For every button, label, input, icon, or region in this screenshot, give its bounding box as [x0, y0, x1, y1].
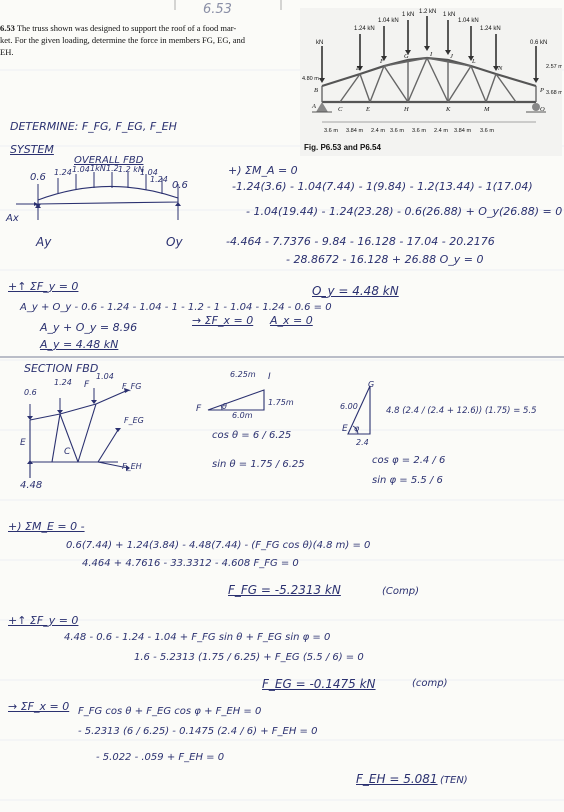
- tri2-base: 2.4: [356, 438, 369, 447]
- feh-note: (TEN): [440, 775, 468, 786]
- svg-text:1 kN: 1 kN: [443, 12, 456, 18]
- svg-text:4.80 m: 4.80 m: [302, 76, 319, 82]
- fx2-title: → ΣF_x = 0: [8, 700, 70, 713]
- svg-text:L: L: [472, 58, 476, 65]
- fx2-line-1: F_FG cos θ + F_EG cos φ + F_EH = 0: [78, 706, 262, 717]
- svg-text:0.6 kN: 0.6 kN: [530, 40, 548, 46]
- tri1-theta: θ: [222, 402, 227, 411]
- moment-line-3: -4.464 - 7.7376 - 9.84 - 16.128 - 17.04 - 20.2176: [226, 235, 495, 248]
- svg-text:1.04 kN: 1.04 kN: [378, 18, 399, 24]
- truss-drawing: [300, 8, 562, 156]
- svg-text:G: G: [404, 53, 409, 60]
- sec-label-feh: F_EH: [122, 462, 142, 471]
- svg-text:K: K: [446, 106, 451, 113]
- sec-load-2: 1.04: [96, 372, 114, 381]
- tri1-f: F: [196, 404, 202, 414]
- sin-theta: sin θ = 1.75 / 6.25: [212, 459, 305, 470]
- svg-text:N: N: [498, 65, 503, 72]
- figure-caption: Fig. P6.53 and P6.54: [304, 143, 381, 152]
- moment-title: +) ΣM_A = 0: [228, 164, 298, 177]
- fx2-line-2: - 5.2313 (6 / 6.25) - 0.1475 (2.4 / 6) + F_EH = 0: [78, 726, 318, 737]
- svg-text:3.84 m: 3.84 m: [454, 128, 472, 134]
- fy-line-2: A_y + O_y = 8.96: [40, 321, 138, 334]
- me-line-1: 0.6(7.44) + 1.24(3.84) - 4.48(7.44) - (F_FG cos θ)(4.8 m) = 0: [66, 540, 371, 551]
- feh-result: F_EH = 5.081: [356, 772, 438, 786]
- svg-text:P: P: [540, 87, 544, 94]
- svg-text:D: D: [356, 65, 361, 72]
- sec-label-f: F: [84, 380, 90, 390]
- feg-note: (comp): [412, 678, 448, 689]
- fy2-title: +↑ ΣF_y = 0: [8, 614, 79, 627]
- svg-text:B: B: [314, 87, 318, 94]
- tri2-phi: φ: [354, 424, 360, 433]
- svg-text:kN: kN: [316, 40, 324, 46]
- fbd-load-7: 1.24: [150, 175, 168, 184]
- svg-text:1.2 kN: 1.2 kN: [419, 9, 437, 15]
- svg-text:E: E: [366, 106, 370, 113]
- fx2-line-3: - 5.022 - .059 + F_EH = 0: [96, 752, 225, 763]
- svg-text:A: A: [312, 103, 316, 110]
- oy-label: Oy: [166, 235, 183, 249]
- page-tag: 6.53: [203, 2, 232, 17]
- determine-line: DETERMINE: F_FG, F_EG, F_EH: [10, 120, 177, 133]
- problem-number: 6.53: [0, 23, 15, 33]
- svg-text:M: M: [484, 106, 490, 113]
- truss-figure: [300, 8, 562, 156]
- svg-text:2.4 m: 2.4 m: [434, 128, 448, 134]
- ffg-note: (Comp): [382, 586, 419, 597]
- tri2-e: E: [342, 424, 348, 434]
- svg-text:2.4 m: 2.4 m: [371, 128, 385, 134]
- cos-phi: cos φ = 2.4 / 6: [372, 455, 446, 466]
- tri1-i: I: [268, 372, 271, 382]
- fbd-load-6: 1.04: [140, 168, 158, 177]
- sec-label-reaction: 4.48: [20, 480, 43, 491]
- svg-text:3.6 m: 3.6 m: [324, 128, 338, 134]
- cos-theta: cos θ = 6 / 6.25: [212, 430, 292, 441]
- me-title: +) ΣM_E = 0 -: [8, 520, 85, 533]
- svg-text:3.68 m: 3.68 m: [546, 90, 562, 96]
- svg-text:1.04 kN: 1.04 kN: [458, 18, 479, 24]
- tri2-side: 6.00: [340, 402, 358, 411]
- ay-label: Ay: [36, 235, 52, 249]
- svg-text:H: H: [404, 106, 409, 113]
- svg-text:1 kN: 1 kN: [402, 12, 415, 18]
- fbd-load-8: 0.6: [172, 180, 188, 191]
- problem-line-1: The truss shown was designed to support the roof of a food mar-: [16, 23, 237, 33]
- sec-label-feg: F_EG: [124, 416, 144, 425]
- fy-title: +↑ ΣF_y = 0: [8, 280, 79, 293]
- sec-load-1: 1.24: [54, 378, 72, 387]
- fbd-load-4: 1.2: [106, 164, 119, 173]
- ax-label: Ax: [6, 213, 19, 224]
- section-fbd-heading: SECTION FBD: [24, 362, 99, 375]
- svg-text:3.6 m: 3.6 m: [390, 128, 404, 134]
- tri2-calc: 4.8 (2.4 / (2.4 + 12.6)) (1.75) = 5.5: [386, 406, 537, 416]
- moment-line-2: - 1.04(19.44) - 1.24(23.28) - 0.6(26.88) + O_y(26.88) = 0: [246, 205, 563, 218]
- svg-text:I: I: [430, 51, 433, 58]
- tri2-g: G: [368, 380, 375, 389]
- moment-line-4: - 28.8672 - 16.128 + 26.88 O_y = 0: [286, 253, 484, 266]
- fy2-line-2: 1.6 - 5.2313 (1.75 / 6.25) + F_EG (5.5 / 6) = 0: [134, 652, 364, 663]
- sec-label-c: C: [64, 447, 71, 457]
- svg-text:F: F: [380, 58, 384, 65]
- system-heading: SYSTEM: [10, 143, 54, 156]
- overall-fbd-heading: OVERALL FBD: [74, 155, 144, 166]
- me-line-2: 4.464 + 4.7616 - 33.3312 - 4.608 F_FG = 0: [82, 558, 299, 569]
- fbd-load-5: 1.2 kN: [118, 165, 144, 174]
- svg-text:1.24 kN: 1.24 kN: [480, 26, 501, 32]
- tri1-hyp: 6.25m: [230, 370, 256, 379]
- fy-line-1: A_y + O_y - 0.6 - 1.24 - 1.04 - 1 - 1.2 - 1 - 1.04 - 1.24 - 0.6 = 0: [20, 302, 332, 313]
- fy2-line-1: 4.48 - 0.6 - 1.24 - 1.04 + F_FG sin θ + F_EG sin φ = 0: [64, 632, 331, 643]
- ffg-result: F_FG = -5.2313 kN: [228, 583, 341, 597]
- sec-load-0: 0.6: [24, 388, 37, 397]
- tri1-side: 1.75m: [268, 398, 294, 407]
- svg-text:3.84 m: 3.84 m: [346, 128, 364, 134]
- svg-text:C: C: [338, 106, 343, 113]
- problem-statement: [0, 22, 280, 58]
- svg-text:3.6 m: 3.6 m: [412, 128, 426, 134]
- sec-label-ffg: F_FG: [122, 382, 142, 391]
- svg-text:1.24 kN: 1.24 kN: [354, 26, 375, 32]
- svg-text:2.57 m: 2.57 m: [546, 64, 562, 70]
- problem-line-2: ket. For the given loading, determine the force in members FG, EG, and: [0, 35, 246, 45]
- fx-title: → ΣF_x = 0: [192, 314, 254, 327]
- svg-text:J: J: [450, 53, 453, 60]
- fbd-load-3: 1kN: [90, 164, 106, 173]
- ax-result: A_x = 0: [270, 314, 313, 327]
- sin-phi: sin φ = 5.5 / 6: [372, 475, 443, 486]
- feg-result: F_EG = -0.1475 kN: [262, 677, 376, 691]
- fbd-load-2: 1.04: [72, 165, 90, 174]
- moment-line-1: -1.24(3.6) - 1.04(7.44) - 1(9.84) - 1.2(13.44) - 1(17.04): [232, 180, 533, 193]
- fbd-load-1: 1.24: [54, 168, 72, 177]
- sec-label-e: E: [20, 438, 26, 448]
- oy-result: O_y = 4.48 kN: [312, 284, 399, 298]
- section-fbd-drawing: [18, 370, 168, 480]
- tri1-base: 6.0m: [232, 411, 253, 420]
- fbd-load-0: 0.6: [30, 172, 46, 183]
- svg-text:3.6 m: 3.6 m: [480, 128, 494, 134]
- ay-result: A_y = 4.48 kN: [40, 338, 119, 351]
- problem-line-3: EH.: [0, 47, 14, 57]
- svg-text:O: O: [540, 106, 545, 113]
